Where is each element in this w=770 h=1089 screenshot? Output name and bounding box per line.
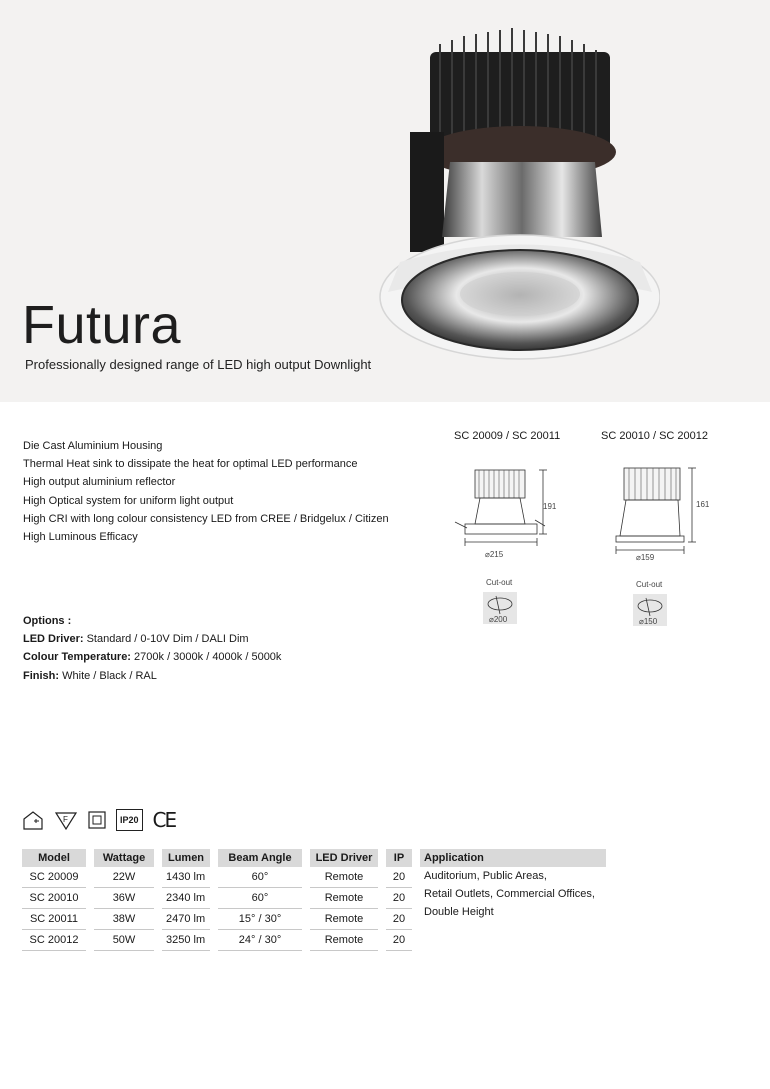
cell-beam-angle: 60° <box>218 888 302 909</box>
drawing-title-left: SC 20009 / SC 20011 <box>454 430 561 442</box>
dimension-drawing-right <box>600 462 720 562</box>
ce-mark-icon: CE <box>152 808 176 832</box>
table-header-row <box>22 849 606 867</box>
cell-model: SC 20012 <box>22 930 86 951</box>
cell-led-driver: Remote <box>310 909 378 930</box>
cell-ip: 20 <box>386 888 412 909</box>
th-beam-angle: Beam Angle <box>218 849 302 867</box>
cutout-label-right: Cut-out <box>636 580 663 589</box>
insulation-contact-icon <box>22 809 44 831</box>
page-subtitle: Professionally designed range of LED high output Downlight <box>25 357 372 372</box>
specification-table <box>22 849 606 951</box>
cell-beam-angle: 15° / 30° <box>218 909 302 930</box>
hero-banner <box>0 0 770 402</box>
table-row <box>22 867 606 888</box>
th-ip: IP <box>386 849 412 867</box>
th-application: Application <box>420 849 606 867</box>
application-line: Auditorium, Public Areas, <box>424 870 547 882</box>
cell-wattage: 36W <box>94 888 154 909</box>
option-colour-temperature: Colour Temperature: 2700k / 3000k / 4000k / 5000k <box>23 651 282 664</box>
certification-icons <box>22 808 175 832</box>
cell-lumen: 2470 lm <box>162 909 210 930</box>
dim-diameter-right: ⌀159 <box>636 553 655 562</box>
option-led-driver: LED Driver: Standard / 0-10V Dim / DALI Dim <box>23 633 249 646</box>
dim-height-right: 161 <box>696 500 710 509</box>
application-line: Retail Outlets, Commercial Offices, <box>424 888 595 901</box>
feature-item: High CRI with long colour consistency LED from CREE / Bridgelux / Citizen <box>23 512 389 525</box>
cell-led-driver: Remote <box>310 930 378 951</box>
cell-ip: 20 <box>386 930 412 951</box>
th-model: Model <box>22 849 86 867</box>
cutout-label-left: Cut-out <box>486 578 513 587</box>
cell-beam-angle: 24° / 30° <box>218 930 302 951</box>
cell-model: SC 20011 <box>22 909 86 930</box>
cutout-diagram-left <box>478 576 522 628</box>
application-line: Double Height <box>424 906 494 919</box>
cutout-diameter-right: ⌀150 <box>639 617 658 626</box>
feature-item: High Optical system for uniform light output <box>23 494 234 507</box>
th-wattage: Wattage <box>94 849 154 867</box>
cell-ip: 20 <box>386 909 412 930</box>
cutout-diagram-right <box>628 578 672 630</box>
cell-lumen: 2340 lm <box>162 888 210 909</box>
cell-ip: 20 <box>386 867 412 888</box>
feature-item: High Luminous Efficacy <box>23 531 138 544</box>
cell-led-driver: Remote <box>310 888 378 909</box>
options-heading: Options : <box>23 615 72 627</box>
ip20-badge: IP20 <box>116 809 143 831</box>
f-mark-icon <box>54 809 78 831</box>
cell-wattage: 50W <box>94 930 154 951</box>
cell-model: SC 20009 <box>22 867 86 888</box>
cell-model: SC 20010 <box>22 888 86 909</box>
cell-beam-angle: 60° <box>218 867 302 888</box>
product-photo-downlight <box>370 22 660 367</box>
page-title: Futura <box>22 295 182 355</box>
feature-item: High output aluminium reflector <box>23 476 176 489</box>
dim-height-left: 191 <box>543 502 557 511</box>
feature-item: Thermal Heat sink to dissipate the heat for optimal LED performance <box>23 458 358 471</box>
drawing-title-right: SC 20010 / SC 20012 <box>601 430 709 442</box>
dimension-drawing-left <box>445 462 565 562</box>
option-finish: Finish: White / Black / RAL <box>23 669 157 682</box>
th-led-driver: LED Driver <box>310 849 378 867</box>
cell-lumen: 1430 lm <box>162 867 210 888</box>
feature-list <box>23 437 389 546</box>
th-lumen: Lumen <box>162 849 210 867</box>
cell-lumen: 3250 lm <box>162 930 210 951</box>
feature-item: Die Cast Aluminium Housing <box>23 440 163 452</box>
class-ii-icon <box>88 809 106 831</box>
cutout-diameter-left: ⌀200 <box>489 615 508 624</box>
cell-led-driver: Remote <box>310 867 378 888</box>
dim-diameter-left: ⌀215 <box>485 550 504 559</box>
cell-wattage: 38W <box>94 909 154 930</box>
options-block <box>23 612 281 685</box>
cell-wattage: 22W <box>94 867 154 888</box>
cell-application <box>420 867 606 951</box>
svg-text:F: F <box>63 815 68 824</box>
